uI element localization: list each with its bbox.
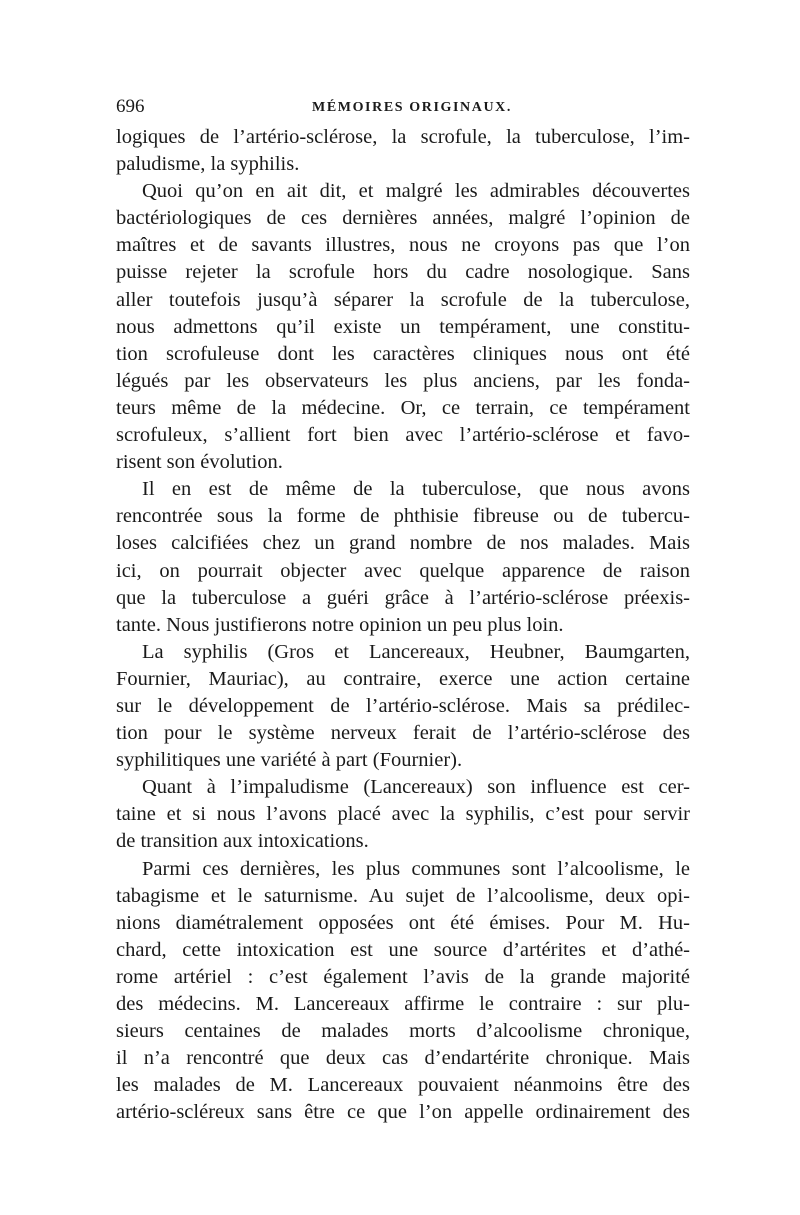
text-line: puisse rejeter la scrofule hors du cadre nosologique. Sans — [116, 261, 690, 284]
text-line: légués par les observateurs les plus anciens, par les fonda- — [116, 369, 690, 392]
paragraph — [116, 774, 690, 855]
text-line: teurs même de la médecine. Or, ce terrain, ce tempérament — [116, 396, 690, 419]
text-line: rome artériel : c’est également l’avis de la grande majorité — [116, 965, 690, 988]
text-line: tion pour le système nerveux ferait de l’artério-sclérose des — [116, 722, 690, 745]
text-line: aller toutefois jusqu’à séparer la scrofule de la tuberculose, — [116, 288, 690, 311]
text-line: scrofuleux, s’allient fort bien avec l’artério-sclérose et favo- — [116, 424, 690, 447]
text-line: risent son évolution. — [116, 451, 283, 474]
text-line: les malades de M. Lancereaux pouvaient néanmoins être des — [116, 1074, 690, 1097]
text-line: que la tuberculose a guéri grâce à l’artério-sclérose préexis- — [116, 586, 690, 609]
paragraph — [116, 639, 690, 774]
text-line: Quant à l’impaludisme (Lancereaux) son influence est cer- — [142, 776, 690, 799]
paragraph — [116, 178, 690, 476]
text-line: Il en est de même de la tuberculose, que nous avons — [142, 478, 690, 501]
text-line: loses calcifiées chez un grand nombre de nos malades. Mais — [116, 532, 690, 555]
page-header — [116, 96, 690, 124]
paragraph — [116, 124, 690, 178]
text-line: syphilitiques une variété à part (Fournier). — [116, 749, 463, 772]
running-title: MÉMOIRES ORIGINAUX. — [312, 100, 512, 115]
page — [116, 96, 690, 1126]
text-line: sieurs centaines de malades morts d’alcoolisme chronique, — [116, 1020, 690, 1043]
paragraph — [116, 476, 690, 639]
text-line: chard, cette intoxication est une source d’artérites et d’athé- — [116, 938, 690, 961]
text-line: paludisme, la syphilis. — [116, 153, 300, 176]
text-line: sur le développement de l’artério-sclérose. Mais sa prédilec- — [116, 694, 690, 717]
text-line: tabagisme et le saturnisme. Au sujet de l’alcoolisme, deux opi- — [116, 884, 690, 907]
text-line: maîtres et de savants illustres, nous ne croyons pas que l’on — [116, 234, 690, 257]
paragraph — [116, 856, 690, 1127]
text-line: Quoi qu’on en ait dit, et malgré les admirables découvertes — [142, 180, 690, 203]
text-line: Parmi ces dernières, les plus communes sont l’alcoolisme, le — [142, 857, 690, 880]
text-line: tion scrofuleuse dont les caractères cliniques nous ont été — [116, 342, 690, 365]
text-line: nions diamétralement opposées ont été émises. Pour M. Hu- — [116, 911, 690, 934]
text-line: ici, on pourrait objecter avec quelque apparence de raison — [116, 559, 690, 582]
text-line: des médecins. M. Lancereaux affirme le contraire : sur plu- — [116, 993, 690, 1015]
text-line: La syphilis (Gros et Lancereaux, Heubner, Baumgarten, — [142, 640, 690, 663]
text-line: il n’a rencontré que deux cas d’endartérite chronique. Mais — [116, 1047, 690, 1070]
text-line: bactériologiques de ces dernières années, malgré l’opinion de — [116, 207, 690, 230]
text-line: logiques de l’artério-sclérose, la scrofule, la tuberculose, l’im- — [116, 126, 690, 148]
text-line: Fournier, Mauriac), au contraire, exerce une action certaine — [116, 667, 690, 690]
page-number: 696 — [116, 96, 145, 117]
text-line: de transition aux intoxications. — [116, 830, 369, 853]
text-line: artério-scléreux sans être ce que l’on appelle ordinairement des — [116, 1101, 690, 1124]
text-line: taine et si nous l’avons placé avec la syphilis, c’est pour servir — [116, 803, 690, 826]
body-text — [116, 124, 690, 1126]
text-line: tante. Nous justifierons notre opinion un peu plus loin. — [116, 613, 564, 636]
text-line: nous admettons qu’il existe un tempérament, une constitu- — [116, 315, 690, 338]
text-line: rencontrée sous la forme de phthisie fibreuse ou de tubercu- — [116, 505, 690, 528]
